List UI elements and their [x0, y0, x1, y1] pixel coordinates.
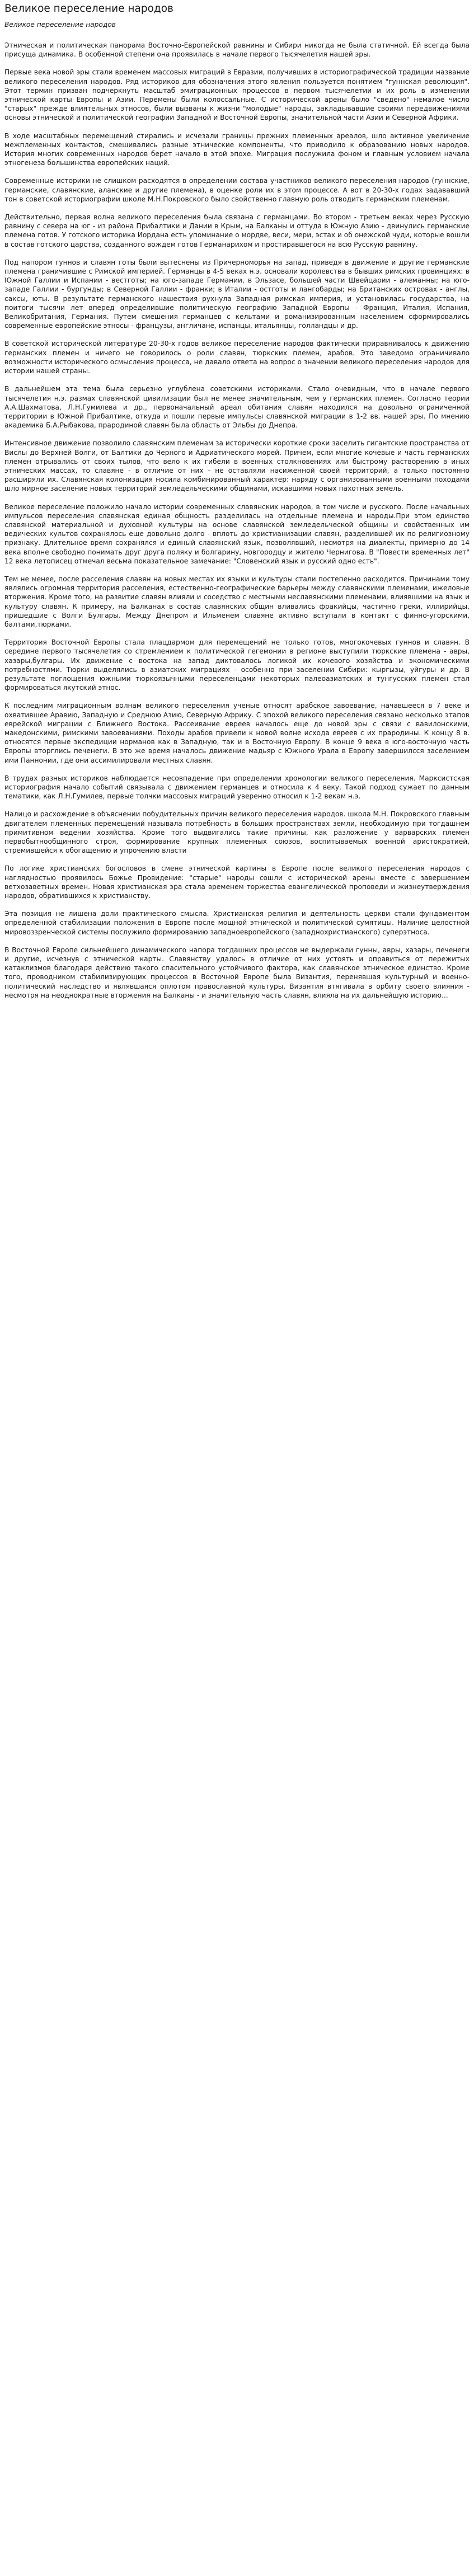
article-body: [4, 41, 470, 1000]
paragraph: В ходе масштабных перемещений стирались и исчезали границы прежних племенных ареалов, шло активное увеличение межплеменных контактов, смешивались разные этнические компоненты, что приводило к образованию новых народов. История многих современных народов берет начало в этой эпохе. Миграция послужила фоном и главным условием начала этногенеза большинства европейских наций.: [4, 131, 470, 167]
paragraph: Тем не менее, после расселения славян на новых местах их языки и культуры стали постепенно расходится. Причинами тому являлись огромная территория расселения, естественно-географические барьеры между славянскими племенами, ижеловые вторжения. Кроме того, на развитие славян влияли и соседство с местными неславянскими племенами, влиявшими на язык и культуру славян. К примеру, на Балканах в состав славянских общин вливались фракийцы, частично греки, иллирийцы, пришедшие с Волги Булгары. Между Днепром и Ильменем славяне активно вступали в контакт с финно-угорскими, балтами,тюрками.: [4, 575, 470, 628]
paragraph: Действительно, первая волна великого переселения была связана с германцами. Во втором - третьем веках через Русскую равнину с севера на юг - из района Прибалтики и Дании в Крым, на Балканы и оттуда в Южную Азию - двинулись германские племена готов. У готского историка Иордана есть упоминание о мордве, веси, мери, эстах и об онежской чуди, которые вошли в состав готского царства, созданного вождем готов Германарихом и простиравшегося на всю Русскую равнину.: [4, 213, 470, 248]
paragraph: По логике христианских богословов в смене этнической картины в Европе после великого переселения народов с наглядностью проявилось Божье Провидение: "старые" народы сошли с исторической арены вместе с завершением ветхозаветных времен. Новая христианская эра стала временем торжества евангелической проповеди и жизнеутверждения народов, обратившихся к христианству.: [4, 864, 470, 900]
paragraph: В дальнейшем эта тема была серьезно углублена советскими историками. Стало очевидным, что в начале первого тысячелетия н.э. размах славянской цивилизации был не менее значительным, чем у германских племен. Согласно теории А.А.Шахматова, Л.Н.Гумилева и др., первоначальный ареал обитания славян находился на довольно ограниченной территории в Южной Прибалтике, откуда и пошли первые импульсы славянской миграции в 1-2 вв. нашей эры. По мнению академика Б.А.Рыбакова, прародиной славян была область от Эльбы до Днепра.: [4, 385, 470, 430]
paragraph: Эта позиция не лишена доли практического смысла. Христианская религия и деятельность церкви стали фундаментом определенной стабилизации положения в Европе после мощной этнической и политической сумятицы. Наличие целостной мировоззренческой системы послужило формированию западноевропейского (западнохристианского) суперэтноса.: [4, 910, 470, 936]
paragraph: Под напором гуннов и славян готы были вытеснены из Причерноморья на запад, приведя в движение и другие германские племена граничившие с Римской империей. Германцы в 4-5 веках н.э. основали королевства в бывших римских провинциях: в Южной Галлии и Испании - вестготы; на юго-западе Германии, в Эльзасе, большей части Швейцарии - алеманны; на юго-западе Галлии - бургунды; в Северной Галлии - франки; в Италии - остготы и лангобарды; на Британских островах - англы, саксы, юты. В результате германского нашествия рухнула Западная римская империя, и установилась государства, на поитоги тысячи лет вперед определившие политическую географию Западной Европы - Франция, Италия, Испания, Великобритания, Германия. Путем смешения германцев с кельтами и романизированным населением сформировались современные европейские этносы - французы, англичане, испанцы, итальянцы, голландцы и др.: [4, 258, 470, 330]
paragraph: В советской исторической литературе 20-30-х годов великое переселение народов фактически приравнивалось к движению германских племен и ничего не говорилось о роли славян, тюркских племен, арабов. Это заведомо ограничивало возможности исторического осмысления процесса, не давало ответа на вопрос о значении великого переселения народов для истории нашей страны.: [4, 340, 470, 375]
paragraph: Великое переселение положило начало истории современных славянских народов, в том числе и русского. После начальных импульсов переселения славянская единая общность разделилась на отдельные племена и народы.При этом единство славянской материальной и духовной культуры на основе славянской земледельческой общины и свойственных им ведических культов сохранялось еще довольно долго - вплоть до христианизации славян, разделившей их по религиозному признаку. Длительное время сохранялся и единый славянский язык, позволявший, несмотря на диалекты, примерно до 14 века вполне свободно понимать друг друга поляку и болгарину, новгородцу и жителю Чернигова. В "Повести временных лет" 12 века летописец отмечал весьма показательное замечание: "Словенский язык и русский одно есть".: [4, 502, 470, 565]
paragraph: К последним миграционным волнам великого переселения ученые относят арабское завоевание, начавшееся в 7 веке и охватившее Аравию, Западную и Среднюю Азию, Северную Африку. С эпохой великого переселения связано несколько этапов еврейской миграции с Ближнего Востока. Рассеивание евреев началось еще до новой эры с связи с вавилонскими, македонскими, римскими завоеваниями. Походы арабов привели к новой волне исхода евреев с их прародины. К концу 8 в. относятся первые экспедиции норманов как в Западную, так и в Восточную Европу. В конце 9 века в юго-восточную часть Европы вторглись печенеги. В это же время началось движение мадьяр с Южного Урала в Европу завершилсся заселением ими Паннонии, где они ассимилировали местных славян.: [4, 702, 470, 764]
paragraph: Современные историки не слишком расходятся в определении состава участников великого переселения народов (гуннские, германские, славянские, аланские и другие племена), в оценке роли их в этом процессе. А вот в 20-30-х годах задававший тон в советской историографии школе М.Н.Покровского было свойственно главную роль отводить германским племенам.: [4, 177, 470, 203]
paragraph: В трудах разных историков наблюдается несовпадение при определении хронологии великого переселения. Марксистская историография начало событий связывала с движением германцев и относила к 4 веку. Такой подход сужает по данным тематики, как Л.Н.Гумилев, первые толчки массовых миграций уверенно относил к 1-2 векам н.э.: [4, 774, 470, 801]
paragraph: Этническая и политическая панорама Восточно-Европейской равнины и Сибири никогда не была статичной. Ей всегда была присуща динамика. В особенной степени она проявилась в начале первого тысячелетия нашей эры.: [4, 41, 470, 59]
paragraph: Территория Восточной Европы стала плацдармом для перемещений не только готов, многокочевых гуннов и славян. В середине первого тысячелетия со стремлением к политической гегемонии в регионе выступили тюркские племена - авры, хазары,булгары. Их движение с востока на запад диктовалось логикой их кочевого хозяйства и экономическими потребностями. Тюрки выделялись в азиатских миграциях - особенно при заселении Сибири: кыргызы, уйгуры и др. В результате поглощения южными тюркоязычными переселенцами некоторых палеоазиатских и тунгусских племен стал формироваться якутский этнос.: [4, 638, 470, 692]
page-title: Великое переселение народов: [4, 3, 173, 15]
article-subtitle: Великое переселение народов: [4, 21, 116, 29]
paragraph: В Восточной Европе сильнейшего динамического напора тогдашних процессов не выдержали гунны, авры, хазары, печенеги и другие, исчезнув с этнической карты. Славянству удалось в отличие от них устоять и оправиться от пережитых катаклизмов благодаря действию такого спасительного устойчивого фактора, как славянское этническое единство. Кроме того, проводником стабилизирующих процессов в Восточной Европе была Византия, перенявшая культурный и военно-политический наследство и являвшаяся оплотом православной культуры. Византия втягивала в орбиту своего влияния - несмотря на неоднократные вторжения на Балканы - и значительную часть славян, влияла на их дальнейшую историю...: [4, 946, 470, 999]
paragraph: Налицо и расхождение в объяснении побудительных причин великого переселения народов. школа М.Н. Покровского главным двигателем племенных перемещений называла потребность в больших пространствах земли, необходимую при тогдашнем примитивном ведении хозяйства. Кроме того выдвигались такие причины, как разложение у варварских племен первобытнообщинного строя, формирование крупных племенных союзов, воспитываемых военной аристократией, стремившейся к обогащению и упрочению власти: [4, 810, 470, 855]
paragraph: Первые века новой эры стали временем массовых миграций в Евразии, получивших в историографической традиции название великого переселения народов. Ряд историков для обозначения этого явления пользуется понятием "гуннская революция". Этот термин призван подчеркнуть масштаб эмиграционных процессов в первом тысячелетии и их роль в изменении этнической карты Европы и Азии. Перемены были колоссальные. С исторической арены было "сведено" немалое число "старых" прежде влиятельных этносов, были вызваны к жизни "молодые" народы, закладывавшие своими передвижениями основы этнической и политической географии Западной и Восточной Европы, значительной части Азии и Северной Африки.: [4, 68, 470, 122]
paragraph: Интенсивное движение позволило славянским племенам за исторически короткие сроки заселить гигантские пространства от Вислы до Верхней Волги, от Балтики до Черного и Адриатического морей. Причем, если многие кочевые и часть германских племен отрывались от своих тылов, что вело к их гибели в военных столкновениях или быстрому растворению в иных этнических массах, то славяне - в отличие от них - не оставляли насиженной своей территорий, а только постоянно расширяли их. Славянская колонизация носила комбинированный характер: наряду с организованными военными походами шло мирное заселение новых территорий земледельческими общинами, искавшими новых пахотных земель.: [4, 439, 470, 493]
